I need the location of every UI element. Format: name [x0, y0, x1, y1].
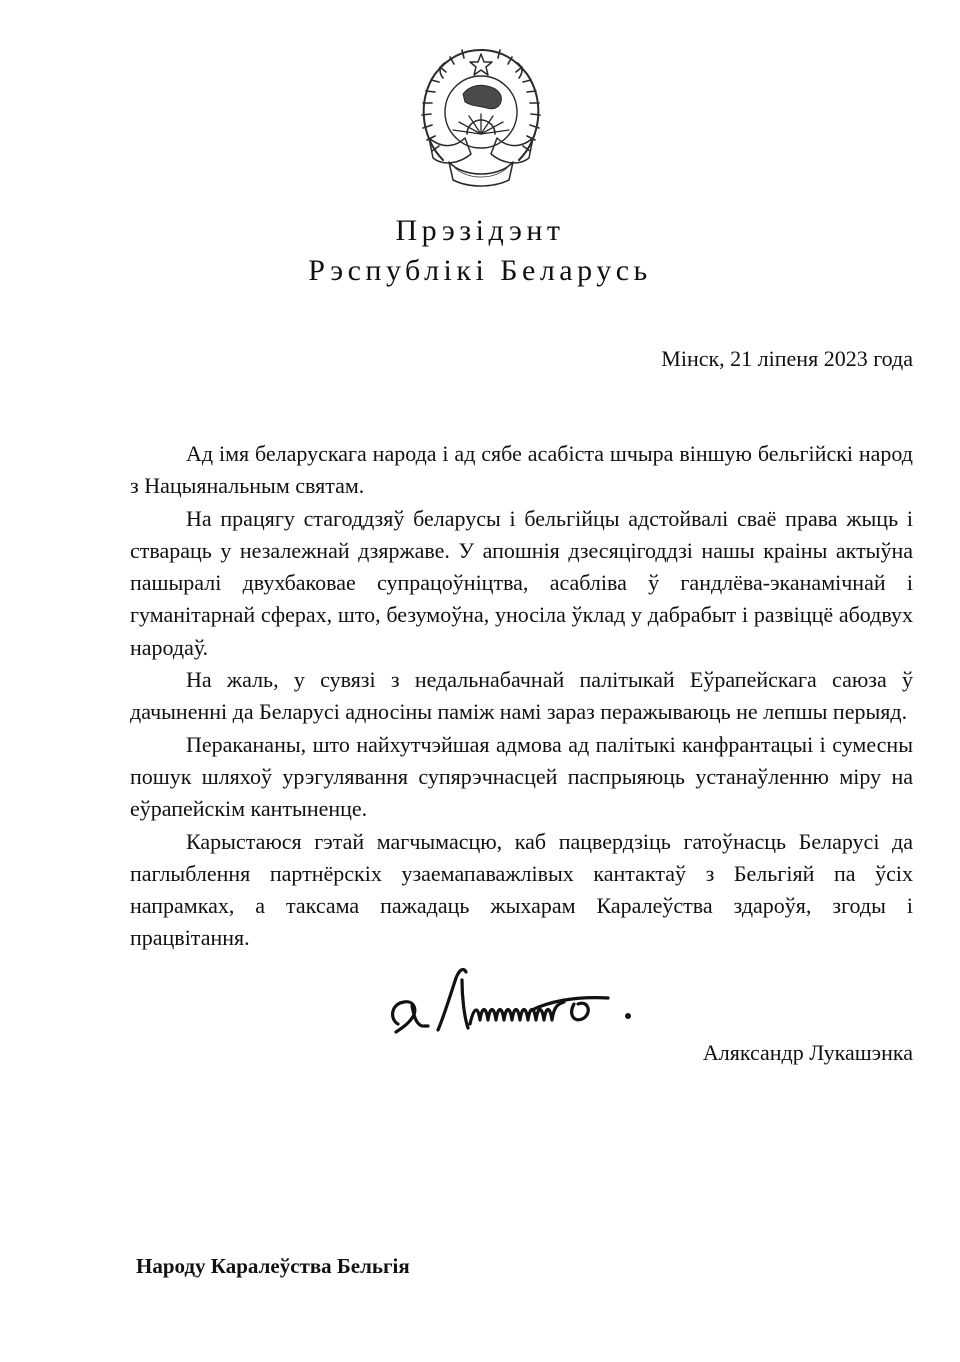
letter-date: Мінск, 21 ліпеня 2023 года — [661, 346, 913, 371]
paragraph: Карыстаюся гэтай магчымасцю, каб пацвердзіць гатоўнасць Беларусі да паглыблення партнёрскіх узаемапаважлівых кантактаў з Бельгіяй па ўсіх напрамках, а таксама пажадаць жыхарам Каралеўства здароўя, згоды і працвітання. — [130, 828, 913, 951]
addressee: Народу Каралеўства Бельгія — [136, 1254, 410, 1278]
state-emblem-icon — [413, 42, 549, 190]
paragraph: На працягу стагоддзяў беларусы і бельгійцы адстойвалі сваё права жыць і ствараць у незалежнай дзяржаве. У апошнія дзесяцігоддзі нашы краіны актыўна пашыралі двухбаковае супрацоўніцтва, асабліва ў гандлёва-эканамічнай і гуманітарнай сферах, што, безумоўна, уносіла ўклад у дабрабыт і развіццё абодвух народаў. — [130, 505, 913, 660]
handwritten-signature-icon — [378, 960, 648, 1044]
header-subtitle: Рэспублікі Беларусь — [308, 254, 652, 287]
paragraph: На жаль, у сувязі з недальнабачнай палітыкай Еўрапейскага саюза ў дачыненні да Беларусі адносіны паміж намі зараз перажываюць не лепшы перыяд. — [130, 667, 913, 725]
paragraph: Ад імя беларускага народа і ад сябе асабіста шчыра віншую бельгійскі народ з Нацыянальным святам. — [130, 441, 913, 499]
letter-body — [130, 438, 913, 955]
paragraph: Перакананы, што найхутчэйшая адмова ад палітыкі канфрантацыі і сумесны пошук шляхоў урэгулявання супярэчнасцей паспрыяюць устанаўленню міру на еўрапейскім кантыненце. — [130, 731, 913, 822]
signer-name: Аляксандр Лукашэнка — [702, 1040, 913, 1065]
header-title: Прэзідэнт — [395, 214, 565, 247]
